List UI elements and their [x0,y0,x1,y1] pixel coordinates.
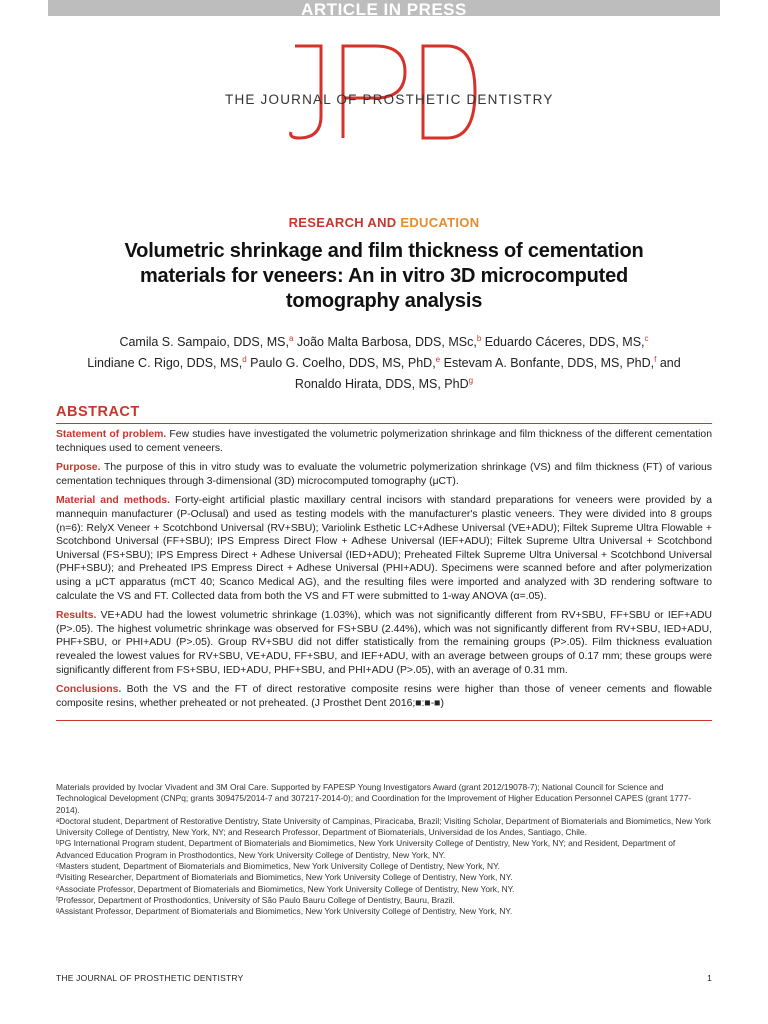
abstract-section [56,609,712,677]
article-title: Volumetric shrinkage and film thickness of cementation materials for veneers: An in vitro 3D microcomputed tomography analysis [124,240,644,312]
footnote: ᵍAssistant Professor, Department of Biomaterials and Biomimetics, New York University College of Dentistry, New York, NY. [56,906,513,917]
author-name: Eduardo Cáceres, DDS, MS, [484,335,645,350]
author-name: João Malta Barbosa, DDS, MSc, [296,335,477,350]
footnote: Materials provided by Ivoclar Vivadent and 3M Oral Care. Supported by FAPESP Young Investigators Award (grant 2012/19078-7); National Council for Science and Technological Development (CNPq; grants 309475/2014-7 and 307217-2014-0); and Coordination for the Improvement of Higher Education Personnel CAPES (grant 1777-2014). [56,782,692,815]
page-footer [56,973,712,983]
abstract-section-label: Material and methods. [56,495,170,507]
author-affiliation-marker: g [468,376,474,386]
footnote: ᵇPG International Program student, Department of Biomaterials and Biomimetics, New York University College of Dentistry, New York, NY; and Resident, Department of Advanced Education Program in Prosthodontics, New York University College of Dentistry, New York, NY. [56,838,676,860]
footnote: ᶠProfessor, Department of Prosthodontics, University of São Paulo Bauru College of Dentistry, Bauru, Brazil. [56,894,455,905]
abstract-section-text: Few studies have investigated the volumetric polymerization shrinkage and film thickness of the different cementation techniques used to cement veneers. [56,429,712,454]
author-affiliation-marker: b [476,334,482,343]
section-label [0,215,768,230]
author-affiliation-marker: f [654,355,657,365]
abstract-section-text: Both the VS and the FT of direct restorative composite resins were higher than those of veneer cements and flowable composite resins, whether preheated or not preheated. (J Prosthet Dent 2016;■:■-■) [56,684,712,709]
author-name: Estevam A. Bonfante, DDS, MS, PhD, [443,356,655,371]
author-list [56,330,712,393]
abstract-section [56,428,712,455]
abstract-section-text: Forty-eight artificial plastic maxillary central incisors with standard preparations for veneers were provided by a mannequin manufacturer (P-Oclusal) and used as testing models with the manufacturer's plastic veneers. They were divided into 8 groups (n=6): RelyX Veneer + Scotchbond Universal (RV+SBU); Variolink Esthetic LC+Adhese Universal (VE+ADU); Filtek Supreme Ultra Flowable + Scotchbond Universal (FF+SBU); IPS Empress Direct Flow + Adhese Universal (IEF+ADU); Filtek Supreme Ultra Universal + Scotchbond Universal (FS+SBU); IPS Empress Direct + Adhese Universal (IED+ADU); Preheated Filtek Supreme Ultra Universal + Scotchbond Universal (PHF+SBU); and Preheated IPS Empress Direct + Adhese Universal (PHI+ADU). Specimens were scanned before and after polymerization using a μCT apparatus (mCT 40; Scanco Medical AG), and the resulting files were imported and analyzed with 3D rendering software to calculate the VS and FT. Collected data from both the VS and FT were submitted to 1-way ANOVA (α=.05). [56,495,712,602]
author-affiliation-marker: c [644,334,649,343]
abstract-heading: ABSTRACT [56,404,140,420]
footnote: ᵃDoctoral student, Department of Restorative Dentistry, State University of Campinas, Piracicaba, Brazil; Visiting Scholar, Department of Biomaterials and Biomimetics, New York University College of Dentistry, New York, NY; and Research Professor, Department of Biomaterials, Universidad de los Andes, Santiago, Chile. [56,815,711,838]
author-separator: and [656,356,681,371]
author-affiliation-marker: e [435,355,441,365]
author-name: Paulo G. Coelho, DDS, MS, PhD, [250,356,436,371]
abstract-section [56,683,712,710]
abstract-section-label: Conclusions. [56,684,122,696]
footnotes [56,782,712,918]
footer-journal: THE JOURNAL OF PROSTHETIC DENTISTRY [56,973,244,983]
footnote: ᵉAssociate Professor, Department of Biomaterials and Biomimetics, New York University College of Dentistry, New York, NY. [56,883,515,894]
abstract-section-label: Results. [56,610,97,622]
abstract-end-divider [56,720,712,721]
author-name: Lindiane C. Rigo, DDS, MS, [87,356,243,371]
article-in-press-banner: ARTICLE IN PRESS [48,0,720,16]
abstract-section-label: Statement of problem. [56,429,167,440]
abstract-section [56,494,712,603]
footnote: ᵈVisiting Researcher, Department of Biomaterials and Biomimetics, New York University College of Dentistry, New York, NY. [56,872,513,883]
journal-logo [225,42,554,142]
footnote: ᶜMasters student, Department of Biomaterials and Biomimetics, New York University College of Dentistry, New York, NY. [56,861,500,872]
abstract-section [56,461,712,488]
section-label-research: RESEARCH AND [288,215,401,230]
abstract-section-text: The purpose of this in vitro study was to evaluate the volumetric polymerization shrinkage (VS) and film thickness (FT) of various cementation techniques through 3-dimensional (3D) microcomputed tomography (μCT). [56,462,712,487]
journal-name: THE JOURNAL OF PROSTHETIC DENTISTRY [225,92,554,107]
page-number: 1 [707,973,712,983]
abstract-section-text: VE+ADU had the lowest volumetric shrinkage (1.03%), which was not significantly different from RV+SBU, FF+SBU or IEF+ADU (P>.05). The highest volumetric shrinkage was observed for FS+SBU (2.44%), which was not significantly different from RV+SBU, IED+ADU, PHF+SBU, or PHI+ADU (P>.05). Group RV+SBU did not differ statistically from the remaining groups (P>.05). Film thickness evaluation revealed the lowest values for RV+SBU, VE+ADU, FF+SBU, and IEF+ADU, with an average between groups of 0.17 mm; these groups were significantly different from FS+SBU, IED+ADU, PHF+SBU, and PHI+ADU (P>.05), with an average of 0.31 mm. [56,610,712,676]
section-label-education: EDUCATION [400,215,480,230]
abstract-section-label: Purpose. [56,462,101,474]
author-name: Ronaldo Hirata, DDS, MS, PhD [294,377,469,392]
author-affiliation-marker: d [242,355,247,365]
jpd-logo-letters: JPD [385,42,387,43]
author-name: Camila S. Sampaio, DDS, MS, [119,335,289,350]
abstract-body [56,428,712,716]
abstract-divider [56,423,712,424]
author-affiliation-marker: a [288,334,294,343]
